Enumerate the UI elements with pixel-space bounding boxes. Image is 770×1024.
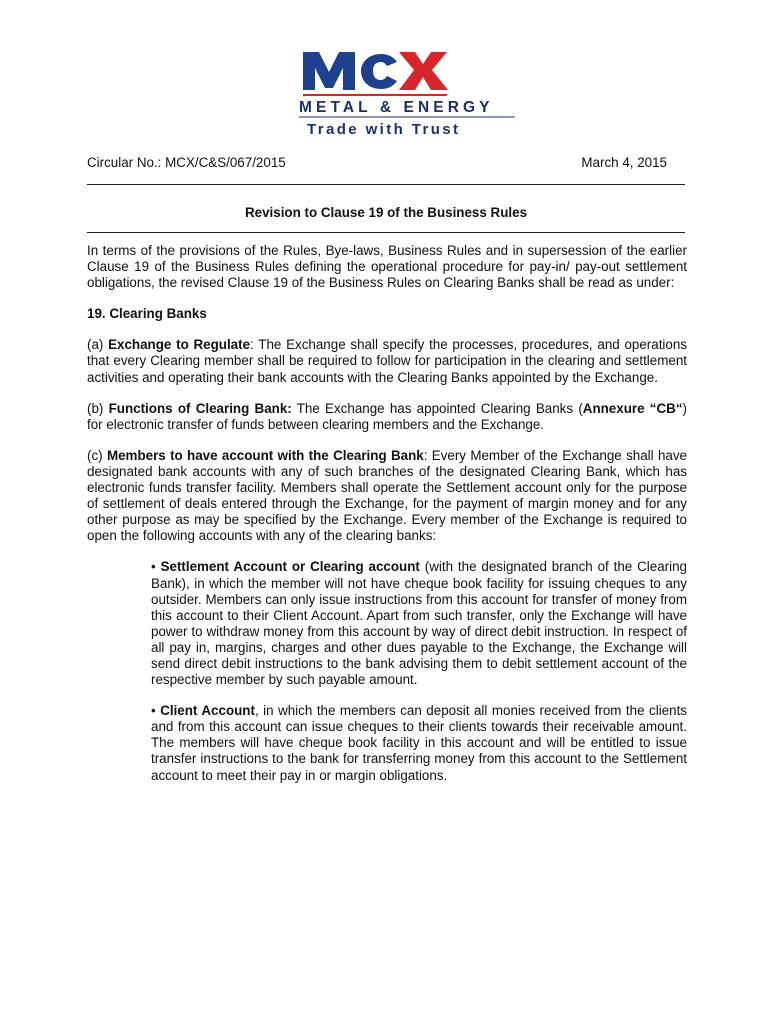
settlement-account-label: Settlement Account or Clearing account [160, 559, 420, 575]
logo-letter-x [399, 52, 448, 90]
clause-b-heading: Functions of Clearing Bank: [108, 400, 292, 416]
section-heading: 19. Clearing Banks [87, 306, 207, 322]
logo-letter-c [361, 54, 397, 89]
document-title: Revision to Clause 19 of the Business Rules [244, 205, 528, 220]
circular-number: Circular No.: MCX/C&S/067/2015 [87, 155, 286, 170]
clause-b: (b) Functions of Clearing Bank: The Exchange has appointed Clearing Banks (Annexure “CB“) for electronic transfer of funds between clearing members and the Exchange. [87, 400, 687, 432]
document-body [87, 243, 687, 799]
circular-date: March 4, 2015 [581, 155, 667, 170]
circular-header [87, 155, 667, 171]
logo-letter-m [303, 52, 355, 90]
clause-c: (c) Members to have account with the Clearing Bank: Every Member of the Exchange shall have designated bank accounts with any of such branches of the designated Clearing Bank, which has electronic funds transfer facility. Members shall operate the Settlement account only for the purpose of settlement of deals entered through the Exchange, for the payment of margin money and for any other purpose as may be specified by the Exchange. Every member of the Exchange is required to open the following accounts with any of the clearing banks: [87, 447, 687, 544]
client-account-label: Client Account [160, 703, 255, 719]
logo-metal-energy: METAL & ENERGY [299, 99, 494, 116]
header-divider [87, 184, 685, 185]
intro-paragraph: In terms of the provisions of the Rules, Bye-laws, Business Rules and in supersession of the earlier Clause 19 of the Business Rules defining the operational procedure for pay-in/ pay-out settlement obligations, the revised Clause 19 of the Business Rules on Clearing Banks shall be read as under: [87, 243, 687, 291]
clause-a: (a) Exchange to Regulate: The Exchange shall specify the processes, procedures, and operations that every Clearing member shall be required to follow for participation in the clearing and settlement activities and operating their bank accounts with the Clearing Banks appointed by the Exchange. [87, 337, 687, 385]
mcx-logo [295, 48, 519, 140]
account-list [151, 559, 687, 783]
clause-a-heading: Exchange to Regulate [108, 337, 251, 353]
logo-tagline: Trade with Trust [307, 121, 461, 138]
title-divider [87, 232, 685, 233]
list-item-settlement-account: • Settlement Account or Clearing account (with the designated branch of the Clearing Bank), in which the member will not have cheque book facility for issuing cheques to any outsider. Members can only issue instructions from this account for transfer of money from this account to their Client Account. Apart from such transfer, only the Exchange will have power to withdraw money from this account by way of direct debit instruction. In respect of all pay in, margins, charges and other dues payable to the Exchange, the Exchange will send direct debit instructions to the bank advising them to debit settlement account of the respective member by such payable amount. [151, 559, 687, 688]
list-item-client-account: • Client Account, in which the members can deposit all monies received from the clients and from this account can issue cheques to their clients towards their receivable amount. The members will have cheque book facility in this account and will be entitled to issue transfer instructions to the bank for transferring money from this account to the Settlement account to meet their pay in or margin obligations. [151, 703, 687, 783]
clause-c-heading: Members to have account with the Clearing Bank [106, 447, 424, 463]
annexure-ref: Annexure “CB“ [582, 400, 683, 416]
